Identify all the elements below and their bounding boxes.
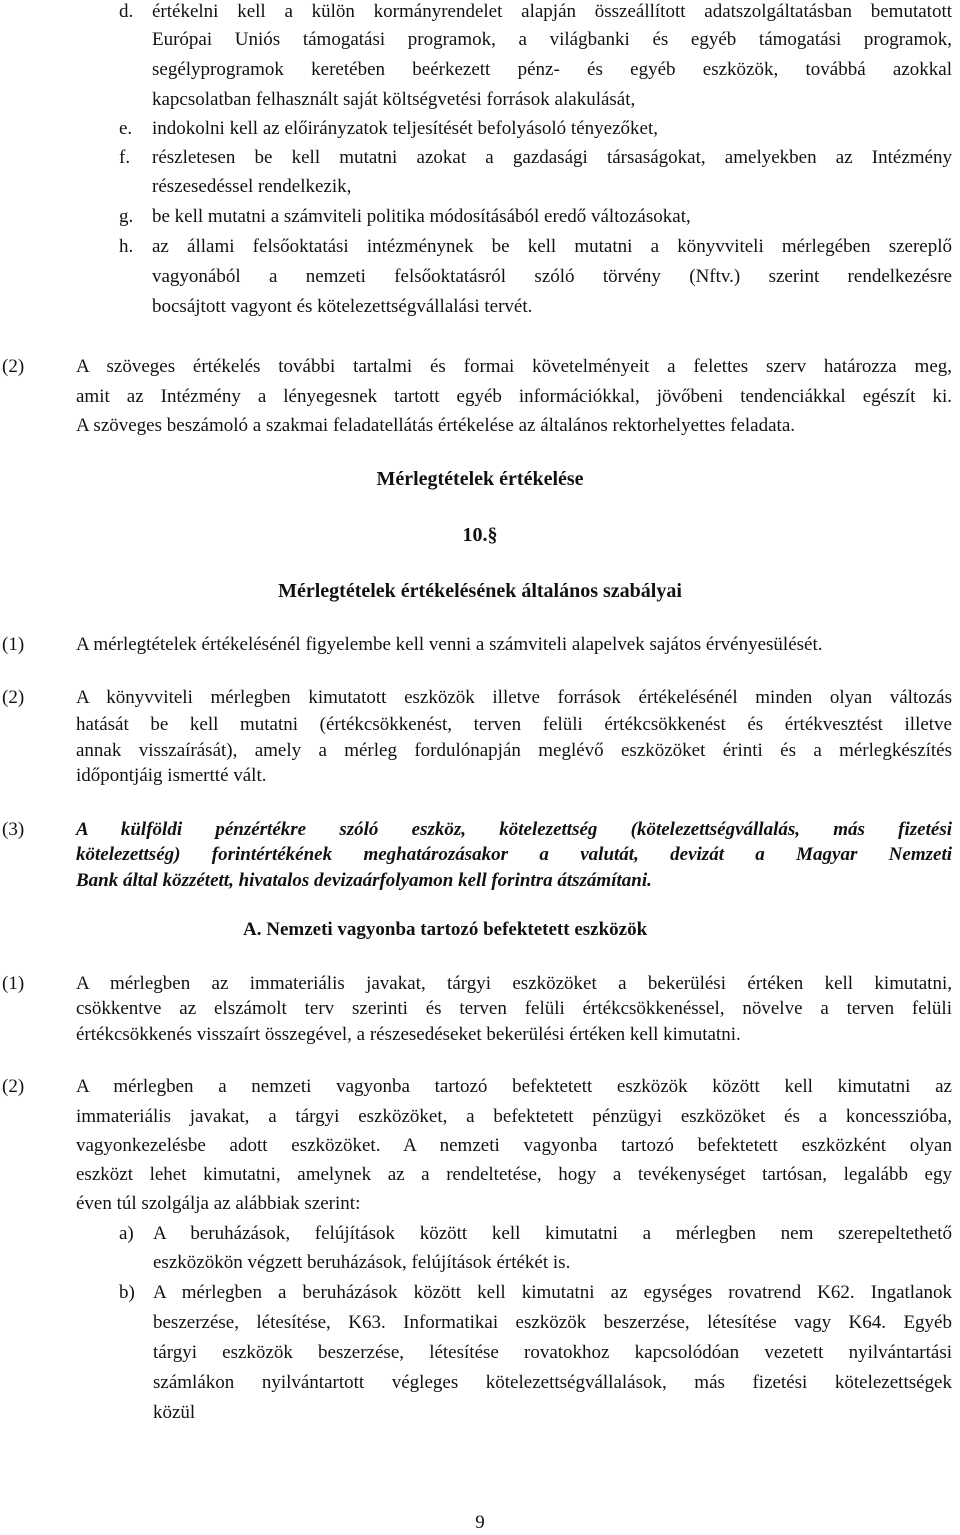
a-para-label-1: (1) (2, 973, 25, 994)
general-para-label-1: (1) (2, 634, 25, 655)
list-d-line-3: segélyprogramok keretében beérkezett pénz- és egyéb eszközök, továbbá azokkal (152, 59, 952, 80)
general-para-3-line-2: kötelezettség) forintértékének meghatározásakor a valutát, devizát a Magyar Nemzeti (76, 844, 952, 865)
a-para-2-line-4: eszközt lehet kimutatni, amelynek az a rendeltetése, hogy a tevékenységet tartósan, legalább egy (76, 1164, 952, 1185)
sub-item-b-line-4: számlákon nyilvántartott végleges kötelezettségvállalások, más fizetési kötelezettségek (153, 1372, 952, 1393)
list-f-line-1: részletesen be kell mutatni azokat a gazdasági társaságokat, amelyekben az Intézmény (152, 147, 952, 168)
general-para-2-line-2: hatását be kell mutatni (értékcsökkenést, terven felüli értékcsökkenést és értékvesztést illetve (76, 714, 952, 735)
list-e-line-1: indokolni kell az előirányzatok teljesítését befolyásoló tényezőket, (152, 118, 658, 139)
section-number: 10.§ (462, 524, 498, 546)
a-para-2-line-1: A mérlegben a nemzeti vagyonba tartozó befektetett eszközök között kell kimutatni az (76, 1076, 952, 1097)
heading-sub: Mérlegtételek értékelésének általános szabályai (278, 580, 682, 602)
list-h-line-2: vagyonából a nemzeti felsőoktatásról szóló törvény (Nftv.) szerint rendelkezésre (152, 266, 952, 287)
list-d-line-2: Európai Uniós támogatási programok, a világbanki és egyéb támogatási programok, (152, 29, 952, 50)
para-2-top-line-1: A szöveges értékelés további tartalmi és formai követelményeit a felettes szerv határozza meg, (76, 356, 952, 377)
a-para-2-line-3: vagyonkezelésbe adott eszközöket. A nemzeti vagyonba tartozó befektetett eszközként olyan (76, 1135, 952, 1156)
general-para-2-line-3: annak visszaírását), amely a mérleg fordulónapján meglévő eszközöket érinti és a mérlegkészítés (76, 740, 952, 761)
sub-item-label-a: a) (119, 1223, 134, 1244)
list-h-line-3: bocsájtott vagyont és kötelezettségvállalási tervét. (152, 296, 533, 317)
list-label-g: g. (119, 206, 134, 227)
page-number: 9 (475, 1512, 485, 1533)
a-para-1-line-3: értékcsökkenés visszaírt összegével, a részesedéseket bekerülési értéken kell kimutatni. (76, 1024, 741, 1045)
para-2-top-line-3: A szöveges beszámoló a szakmai feladatellátás értékelése az általános rektorhelyettes feladata. (76, 415, 796, 436)
a-para-2-line-2: immateriális javakat, a tárgyi eszközöket, a befektetett pénzügyi eszközöket és a koncesszióba, (76, 1106, 952, 1127)
sub-item-b-line-5: közül (153, 1402, 196, 1423)
sub-item-a-line-1: A beruházások, felújítások között kell kimutatni a mérlegben nem szerepeltethető (153, 1223, 952, 1244)
general-para-1-line-1: A mérlegtételek értékelésénél figyelembe kell venni a számviteli alapelvek sajátos érvényesülését. (76, 634, 823, 655)
list-label-f: f. (119, 147, 131, 168)
sub-item-label-b: b) (119, 1282, 135, 1303)
heading-main: Mérlegtételek értékelése (376, 468, 584, 490)
list-d-line-4: kapcsolatban felhasznált saját költségvetési források alakulását, (152, 89, 636, 110)
list-label-h: h. (119, 236, 134, 257)
general-para-label-2: (2) (2, 687, 25, 708)
a-para-label-2: (2) (2, 1076, 25, 1097)
general-para-label-3: (3) (2, 819, 25, 840)
general-para-2-line-1: A könyvviteli mérlegben kimutatott eszközök illetve források értékelésénél minden olyan változás (76, 687, 952, 708)
list-f-line-2: részesedéssel rendelkezik, (152, 176, 352, 197)
para-label-2-top: (2) (2, 356, 25, 377)
list-g-line-1: be kell mutatni a számviteli politika módosításából eredő változásokat, (152, 206, 691, 227)
sub-item-b-line-3: tárgyi eszközök beszerzése, létesítése rovatokhoz kapcsolódóan vezetett nyilvántartási (153, 1342, 952, 1363)
a-para-1-line-1: A mérlegben az immateriális javakat, tárgyi eszközöket a bekerülési értéken kell kimutatni, (76, 973, 952, 994)
list-h-line-1: az állami felsőoktatási intézménynek be kell mutatni a könyvviteli mérlegében szereplő (152, 236, 952, 257)
sub-item-a-line-2: eszközökön végzett beruházások, felújítások értékét is. (153, 1252, 571, 1273)
list-label-e: e. (119, 118, 133, 139)
general-para-3-line-1: A külföldi pénzértékre szóló eszköz, kötelezettség (kötelezettségvállalás, más fizetési (76, 819, 952, 840)
heading-a: A. Nemzeti vagyonba tartozó befektetett eszközök (243, 919, 648, 940)
list-label-d: d. (119, 1, 134, 22)
sub-item-b-line-1: A mérlegben a beruházások között kell kimutatni az egységes rovatrend K62. Ingatlanok (153, 1282, 952, 1303)
para-2-top-line-2: amit az Intézmény a lényegesnek tartott egyéb információkkal, jövőbeni tendenciákkal egészít ki. (76, 386, 952, 407)
a-para-2-line-5: éven túl szolgálja az alábbiak szerint: (76, 1193, 361, 1214)
general-para-3-line-3: Bank által közzétett, hivatalos devizaárfolyamon kell forintra átszámítani. (76, 870, 652, 891)
sub-item-b-line-2: beszerzése, létesítése, K63. Informatikai eszközök beszerzése, létesítése vagy K64. Egyéb (153, 1312, 952, 1333)
a-para-1-line-2: csökkentve az elszámolt terv szerinti és terven felüli értékcsökkenéssel, növelve a terven felüli (76, 998, 952, 1019)
list-d-line-1: értékelni kell a külön kormányrendelet alapján összeállított adatszolgáltatásban bemutatott (152, 1, 952, 22)
general-para-2-line-4: időpontjáig ismertté vált. (76, 765, 267, 786)
